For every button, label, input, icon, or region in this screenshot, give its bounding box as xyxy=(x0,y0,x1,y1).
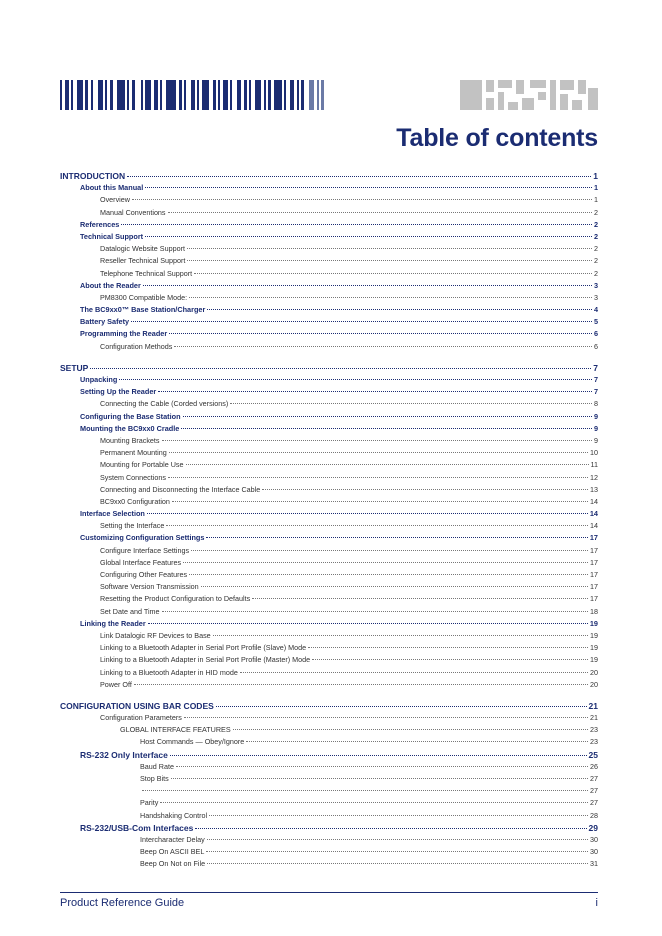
toc-leader-dots xyxy=(207,863,588,864)
barcode-block xyxy=(560,80,574,90)
toc-leader-dots xyxy=(162,440,592,441)
toc-entry[interactable] xyxy=(60,773,598,785)
toc-leader-dots xyxy=(143,285,592,286)
toc-entry-page: 7 xyxy=(593,362,598,373)
toc-leader-dots xyxy=(233,729,588,730)
toc-entry-title: Host Commands — Obey/Ignore xyxy=(140,737,245,747)
toc-entry-page: 2 xyxy=(594,244,598,254)
barcode-bar xyxy=(191,80,195,110)
toc-entry-title: Overview xyxy=(100,195,130,205)
barcode-bar xyxy=(230,80,232,110)
toc-entry[interactable] xyxy=(60,679,598,691)
toc-entry[interactable] xyxy=(60,630,598,642)
toc-leader-dots xyxy=(162,611,588,612)
toc-entry[interactable] xyxy=(60,341,598,353)
toc-entry-page: 2 xyxy=(594,256,598,266)
toc-entry-title: Connecting the Cable (Corded versions) xyxy=(100,399,229,409)
toc-entry[interactable] xyxy=(60,268,598,280)
barcode-bar xyxy=(71,80,73,110)
toc-entry-title: GLOBAL INTERFACE FEATURES xyxy=(120,725,231,735)
toc-entry[interactable] xyxy=(60,834,598,846)
toc-entry-title: Stop Bits xyxy=(140,774,169,783)
barcode-bar xyxy=(91,80,93,110)
toc-entry-title: Link Datalogic RF Devices to Base xyxy=(100,630,211,640)
footer-title: Product Reference Guide xyxy=(60,897,185,909)
barcode-bar xyxy=(166,80,176,110)
toc-entry-title: Global Interface Features xyxy=(100,557,182,567)
toc-entry-title: Configuration Methods xyxy=(100,341,173,351)
toc-entry-page: 10 xyxy=(590,448,598,458)
toc-entry-page: 17 xyxy=(590,594,598,604)
toc-leader-dots xyxy=(148,623,588,624)
toc-leader-dots xyxy=(132,199,592,200)
toc-entry-page: 6 xyxy=(594,341,598,351)
toc-entry-page: 3 xyxy=(593,280,598,290)
toc-entry[interactable] xyxy=(60,846,598,858)
toc-leader-dots xyxy=(230,403,592,404)
toc-entry[interactable] xyxy=(60,700,598,712)
toc-entry[interactable] xyxy=(60,423,598,435)
barcode-bar xyxy=(127,80,129,110)
toc-entry[interactable] xyxy=(60,712,598,724)
barcode-bar xyxy=(184,80,186,110)
toc-entry[interactable] xyxy=(60,667,598,679)
toc-entry-title: RS-232 Only Interface xyxy=(80,749,168,760)
toc-leader-dots xyxy=(194,273,592,274)
toc-leader-dots xyxy=(206,851,588,852)
toc-leader-dots xyxy=(184,717,588,718)
toc-leader-dots xyxy=(195,828,586,829)
toc-entry[interactable] xyxy=(60,606,598,618)
toc-leader-dots xyxy=(166,525,588,526)
toc-entry-title: About this Manual xyxy=(80,183,144,193)
toc-entry-page: 1 xyxy=(593,183,598,193)
toc-entry-page: 6 xyxy=(593,329,598,339)
footer-page-number: i xyxy=(595,897,598,909)
toc-entry-page: 19 xyxy=(590,655,598,665)
toc-entry-title: Setting Up the Reader xyxy=(80,387,157,397)
barcode-bar xyxy=(317,80,319,110)
toc-entry-page: 9 xyxy=(593,411,598,421)
barcode-bar xyxy=(179,80,182,110)
barcode-bar xyxy=(60,80,62,110)
barcode-block xyxy=(460,80,482,110)
toc-entry[interactable] xyxy=(60,508,598,520)
barcode-bar xyxy=(268,80,271,110)
barcode-bar xyxy=(145,80,151,110)
barcode-bar xyxy=(321,80,324,110)
toc-entry[interactable] xyxy=(60,316,598,328)
toc-leader-dots xyxy=(201,586,588,587)
toc-entry-title: Configuring Other Features xyxy=(100,570,188,579)
barcode-bar xyxy=(202,80,209,110)
toc-entry[interactable] xyxy=(60,654,598,666)
toc-leader-dots xyxy=(176,766,588,767)
barcode-bar xyxy=(105,80,107,110)
toc-entry-page: 17 xyxy=(590,582,598,592)
toc-entry[interactable] xyxy=(60,642,598,654)
toc-entry-page: 30 xyxy=(590,834,598,844)
toc-entry[interactable] xyxy=(60,231,598,243)
toc-entry-page: 29 xyxy=(588,822,598,833)
toc-entry-page: 1 xyxy=(594,195,598,205)
barcode-bar xyxy=(154,80,158,110)
toc-entry-title: Linking to a Bluetooth Adapter in Serial Port Profile (Slave) Mode xyxy=(100,643,307,653)
toc-entry-page: 27 xyxy=(590,786,598,796)
toc-entry[interactable] xyxy=(60,207,598,219)
toc-leader-dots xyxy=(187,248,592,249)
toc-leader-dots xyxy=(187,260,592,261)
toc-entry-page: 31 xyxy=(590,859,598,869)
toc-entry-title: Programming the Reader xyxy=(80,329,168,339)
toc-entry-page: 28 xyxy=(590,810,598,820)
toc-entry-page: 9 xyxy=(594,435,598,445)
toc-entry-title: Manual Conventions xyxy=(100,207,166,217)
toc-entry[interactable] xyxy=(60,569,598,581)
toc-entry[interactable] xyxy=(60,736,598,748)
toc-entry-title: Set Date and Time xyxy=(100,606,160,616)
toc-entry[interactable] xyxy=(60,219,598,231)
barcode-bar xyxy=(197,80,199,110)
toc-entry-title: Configuring the Base Station xyxy=(80,411,181,421)
toc-entry[interactable] xyxy=(60,304,598,316)
toc-entry-page: 20 xyxy=(590,679,598,689)
toc-entry-page: 23 xyxy=(590,737,598,747)
barcode-block xyxy=(522,98,534,110)
toc-entry-page: 4 xyxy=(593,305,598,315)
toc-entry-page: 12 xyxy=(590,472,598,482)
toc-entry-page: 2 xyxy=(594,268,598,278)
toc-leader-dots xyxy=(145,187,592,188)
toc-leader-dots xyxy=(191,550,588,551)
toc-entry[interactable] xyxy=(60,496,598,508)
toc-entry[interactable] xyxy=(60,618,598,630)
barcode-bar xyxy=(85,80,88,110)
page-title: Table of contents xyxy=(396,124,598,152)
toc-leader-dots xyxy=(183,562,588,563)
toc-entry-title: Datalogic Website Support xyxy=(100,244,185,254)
barcode-block xyxy=(572,100,582,110)
barcode-bar xyxy=(255,80,261,110)
toc-leader-dots xyxy=(240,672,588,673)
toc-entry[interactable] xyxy=(60,532,598,544)
barcode-bar xyxy=(309,80,314,110)
toc-leader-dots xyxy=(174,346,592,347)
barcode-bar xyxy=(223,80,228,110)
barcode-block xyxy=(498,92,504,110)
toc-entry[interactable] xyxy=(60,386,598,398)
toc-entry-page: 2 xyxy=(594,207,598,217)
toc-entry-title: PM8300 Compatible Mode: xyxy=(100,292,188,302)
toc-leader-dots xyxy=(119,379,592,380)
toc-leader-dots xyxy=(181,428,592,429)
toc-entry[interactable] xyxy=(60,822,598,834)
toc-entry-title: Reseller Technical Support xyxy=(100,256,186,266)
toc-leader-dots xyxy=(160,802,588,803)
toc-entry-page: 19 xyxy=(590,630,598,640)
toc-entry-page: 13 xyxy=(590,484,598,494)
footer-divider xyxy=(60,892,598,893)
toc-entry-title: BC9xx0 Configuration xyxy=(100,496,170,506)
toc-leader-dots xyxy=(145,236,592,237)
toc-entry-page: 1 xyxy=(593,171,598,181)
barcode-bar xyxy=(264,80,266,110)
toc-leader-dots xyxy=(186,464,589,465)
barcode-bar xyxy=(213,80,216,110)
toc-entry[interactable] xyxy=(60,243,598,255)
toc-entry-title: Baud Rate xyxy=(140,761,174,771)
toc-entry-title: Customizing Configuration Settings xyxy=(80,533,205,543)
toc-entry-page: 17 xyxy=(590,557,598,567)
toc-entry-title: Battery Safety xyxy=(80,317,130,327)
barcode-bar xyxy=(77,80,83,110)
toc-leader-dots xyxy=(308,647,588,648)
barcode-bar xyxy=(110,80,113,110)
toc-entry-title: Configure Interface Settings xyxy=(100,545,190,555)
toc-entry-page: 18 xyxy=(590,606,598,616)
toc-entry-title: Setting the Interface xyxy=(100,521,165,531)
toc-entry-page: 14 xyxy=(590,521,598,531)
toc-entry[interactable] xyxy=(60,447,598,459)
toc-entry-title: Unpacking xyxy=(80,375,118,384)
toc-leader-dots xyxy=(216,706,587,707)
toc-entry[interactable] xyxy=(60,292,598,304)
toc-leader-dots xyxy=(183,416,592,417)
barcode-block xyxy=(560,94,568,110)
toc-entry-page: 26 xyxy=(590,761,598,771)
toc-entry[interactable] xyxy=(60,280,598,292)
toc-entry[interactable] xyxy=(60,170,598,182)
toc-entry[interactable] xyxy=(60,557,598,569)
toc-entry-page: 30 xyxy=(590,847,598,857)
toc-entry[interactable] xyxy=(60,255,598,267)
toc-entry[interactable] xyxy=(60,749,598,761)
toc-entry-title: Resetting the Product Configuration to Defaults xyxy=(100,594,251,604)
toc-entry[interactable] xyxy=(60,785,598,797)
toc-entry-page: 19 xyxy=(590,643,598,653)
toc-entry-page: 9 xyxy=(593,423,598,433)
toc-entry-title: Power Off xyxy=(100,679,132,689)
toc-entry[interactable] xyxy=(60,810,598,822)
toc-entry-title: SETUP xyxy=(60,362,89,373)
toc-entry-title: Mounting for Portable Use xyxy=(100,460,184,470)
toc-entry-page: 23 xyxy=(590,725,598,735)
toc-entry-page: 17 xyxy=(590,570,598,579)
toc-entry-page: 14 xyxy=(590,496,598,506)
toc-leader-dots xyxy=(168,477,588,478)
barcode-block xyxy=(530,80,546,88)
toc-leader-dots xyxy=(206,537,587,538)
toc-entry-title: The BC9xx0™ Base Station/Charger xyxy=(80,305,206,315)
toc-leader-dots xyxy=(207,309,592,310)
toc-entry-page: 11 xyxy=(590,460,598,470)
toc-entry-title: INTRODUCTION xyxy=(60,171,126,181)
barcode-bar xyxy=(297,80,299,110)
toc-entry[interactable] xyxy=(60,398,598,410)
barcode-bar xyxy=(117,80,125,110)
toc-leader-dots xyxy=(169,452,588,453)
toc-leader-dots xyxy=(158,391,592,392)
toc-leader-dots xyxy=(189,574,588,575)
toc-leader-dots xyxy=(252,598,588,599)
toc-entry-page: 5 xyxy=(593,317,598,327)
toc-entry[interactable] xyxy=(60,724,598,736)
toc-leader-dots xyxy=(172,501,588,502)
barcode-bar xyxy=(132,80,135,110)
barcode-banner xyxy=(60,80,598,110)
toc-entry[interactable] xyxy=(60,362,598,374)
toc-entry-title: System Connections xyxy=(100,472,166,482)
toc-entry-title: RS-232/USB-Com Interfaces xyxy=(80,822,194,833)
toc-leader-dots xyxy=(90,368,591,369)
toc-entry[interactable] xyxy=(60,858,598,870)
toc-entry-page: 21 xyxy=(590,713,598,723)
toc-entry[interactable] xyxy=(60,484,598,496)
barcode-block xyxy=(498,80,512,88)
toc-entry-title: Telephone Technical Support xyxy=(100,268,193,278)
toc-leader-dots xyxy=(142,790,588,791)
toc-entry[interactable] xyxy=(60,593,598,605)
toc-leader-dots xyxy=(189,297,592,298)
toc-entry-title: Linking to a Bluetooth Adapter in HID mode xyxy=(100,667,238,677)
toc-entry[interactable] xyxy=(60,328,598,340)
toc-leader-dots xyxy=(127,176,591,177)
toc-entry[interactable] xyxy=(60,411,598,423)
barcode-bar xyxy=(160,80,162,110)
toc-entry-title: Mounting Brackets xyxy=(100,435,160,445)
toc-entry-title: Handshaking Control xyxy=(140,810,208,820)
barcode-block xyxy=(578,80,586,94)
toc-entry-title: Beep On ASCII BEL xyxy=(140,847,205,857)
toc-entry-title: Linking the Reader xyxy=(80,618,146,628)
toc-entry-title: Mounting the BC9xx0 Cradle xyxy=(80,423,180,433)
toc-entry[interactable] xyxy=(60,797,598,809)
toc-entry[interactable] xyxy=(60,194,598,206)
toc-leader-dots xyxy=(121,224,592,225)
barcode-bar xyxy=(301,80,304,110)
barcode-block xyxy=(550,80,556,110)
toc-leader-dots xyxy=(207,839,588,840)
toc-entry-page: 19 xyxy=(589,618,598,628)
barcode-block xyxy=(516,80,524,94)
toc-entry-title: CONFIGURATION USING BAR CODES xyxy=(60,700,214,711)
toc-entry-title: Connecting and Disconnecting the Interface Cable xyxy=(100,484,261,494)
toc-entry-title: Parity xyxy=(140,798,159,808)
toc-entry-page: 17 xyxy=(589,533,598,543)
toc-leader-dots xyxy=(131,321,592,322)
toc-entry-page: 20 xyxy=(590,667,598,677)
toc-entry[interactable] xyxy=(60,435,598,447)
toc-entry[interactable] xyxy=(60,761,598,773)
toc-leader-dots xyxy=(213,635,588,636)
barcode-block xyxy=(588,88,598,110)
toc-leader-dots xyxy=(209,815,588,816)
barcode-block xyxy=(538,92,546,100)
toc-entry-page: 17 xyxy=(590,545,598,555)
toc-entry-page: 27 xyxy=(590,798,598,808)
toc-entry-page: 7 xyxy=(593,387,598,397)
barcode-bar xyxy=(244,80,247,110)
barcode-bar xyxy=(65,80,69,110)
toc-entry[interactable] xyxy=(60,459,598,471)
barcode-bar xyxy=(141,80,143,110)
toc-entry-title: Linking to a Bluetooth Adapter in Serial Port Profile (Master) Mode xyxy=(100,655,311,665)
toc-entry-title: About the Reader xyxy=(80,280,141,290)
toc-leader-dots xyxy=(262,489,588,490)
toc-entry-page: 21 xyxy=(588,700,598,711)
barcode-block xyxy=(486,80,494,92)
toc-leader-dots xyxy=(312,659,588,660)
toc-entry[interactable] xyxy=(60,182,598,194)
barcode-bar xyxy=(98,80,103,110)
toc-leader-dots xyxy=(246,741,588,742)
toc-entry[interactable] xyxy=(60,374,598,386)
toc-leader-dots xyxy=(169,333,592,334)
toc-entry[interactable] xyxy=(60,520,598,532)
toc-entry-title: References xyxy=(80,219,120,229)
toc-entry-title: Software Version Transmission xyxy=(100,582,199,592)
barcode-bar xyxy=(290,80,294,110)
toc-entry-page: 27 xyxy=(590,774,598,783)
toc-entry-title: Permanent Mounting xyxy=(100,448,167,458)
toc-entry[interactable] xyxy=(60,545,598,557)
toc-entry-page: 2 xyxy=(593,231,598,241)
barcode-pattern-icon xyxy=(60,80,598,110)
toc-entry[interactable] xyxy=(60,472,598,484)
toc-leader-dots xyxy=(147,513,588,514)
toc-entry-title: Configuration Parameters xyxy=(100,713,182,723)
toc-entry-page: 7 xyxy=(593,375,598,384)
toc-leader-dots xyxy=(170,755,587,756)
barcode-bar xyxy=(284,80,286,110)
barcode-bar xyxy=(249,80,251,110)
toc-leader-dots xyxy=(168,212,592,213)
toc-entry-title: Interface Selection xyxy=(80,509,145,519)
barcode-block xyxy=(486,98,494,110)
toc-entry[interactable] xyxy=(60,581,598,593)
barcode-bar xyxy=(218,80,220,110)
toc-entry-title: Technical Support xyxy=(80,231,144,241)
table-of-contents xyxy=(60,170,598,871)
toc-entry-page: 8 xyxy=(594,399,598,409)
toc-entry-title: Beep On Not on File xyxy=(140,859,206,869)
toc-entry-page: 25 xyxy=(588,749,598,760)
toc-leader-dots xyxy=(134,684,588,685)
toc-leader-dots xyxy=(171,778,588,779)
barcode-bar xyxy=(274,80,282,110)
barcode-bar xyxy=(237,80,241,110)
toc-entry-page: 3 xyxy=(594,292,598,302)
toc-entry-title: Intercharacter Delay xyxy=(140,834,205,844)
toc-entry-page: 2 xyxy=(593,219,598,229)
toc-entry-page: 14 xyxy=(589,509,598,519)
barcode-block xyxy=(508,102,518,110)
